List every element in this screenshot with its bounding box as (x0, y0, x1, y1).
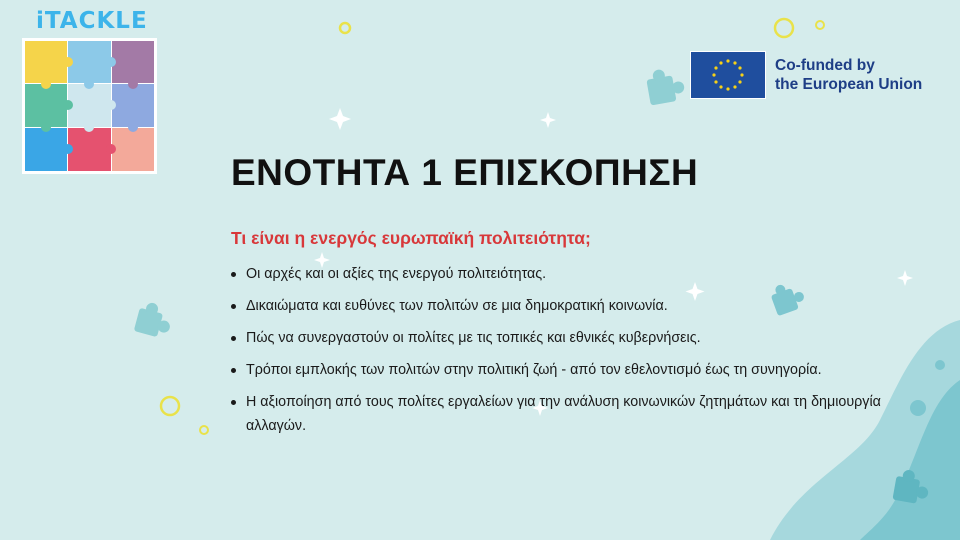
bullet-text: Οι αρχές και οι αξίες της ενεργού πολιτειότητας. (246, 266, 547, 282)
bullet-item (231, 326, 911, 350)
bullet-dot (231, 400, 236, 405)
slide-subtitle: Τι είναι η ενεργός ευρωπαϊκή πολιτειότητα; (231, 228, 591, 248)
eu-funding-badge (690, 51, 940, 99)
bullet-item (231, 262, 911, 286)
sparkle-icon (329, 108, 351, 130)
eu-funding-text (775, 56, 922, 94)
eu-text-line1: Co-funded by (775, 57, 875, 74)
bullet-dot (231, 336, 236, 341)
brand-puzzle-logo (22, 38, 157, 174)
eu-flag-icon (690, 51, 766, 99)
bullet-item (231, 390, 911, 438)
bullet-dot (231, 304, 236, 309)
bullet-dot (231, 272, 236, 277)
slide-title: ΕΝΟΤΗΤΑ 1 ΕΠΙΣΚΟΠΗΣΗ (231, 152, 699, 193)
bullet-text: Δικαιώματα και ευθύνες των πολιτών σε μια δημοκρατική κοινωνία. (246, 298, 668, 314)
bullet-text: Πώς να συνεργαστούν οι πολίτες με τις τοπικές και εθνικές κυβερνήσεις. (246, 330, 701, 346)
puzzle-icon (645, 66, 686, 106)
circle-icon (816, 21, 824, 29)
moon-shape (602, 20, 608, 32)
circle-icon (200, 426, 208, 434)
bullet-text: Η αξιοποίηση από τους πολίτες εργαλείων για την ανάλυση κοινωνικών ζητημάτων και τη δημιουργία αλλαγών. (246, 394, 881, 434)
dot-shape (935, 360, 945, 370)
puzzle-icon (134, 300, 175, 340)
bullet-item (231, 358, 911, 382)
bullet-text: Τρόποι εμπλοκής των πολιτών στην πολιτική ζωή - από τον εθελοντισμό έως τη συνηγορία. (246, 362, 822, 378)
circle-icon (775, 19, 793, 37)
circle-icon (161, 397, 179, 415)
bullet-item (231, 294, 911, 318)
brand-logo-text: iTACKLE (36, 8, 148, 34)
dot-shape (910, 400, 926, 416)
circle-icon (340, 23, 350, 33)
eu-text-line2: the European Union (775, 76, 923, 93)
sparkle-icon (540, 112, 556, 128)
bullet-dot (231, 368, 236, 373)
bullet-list (231, 262, 911, 446)
